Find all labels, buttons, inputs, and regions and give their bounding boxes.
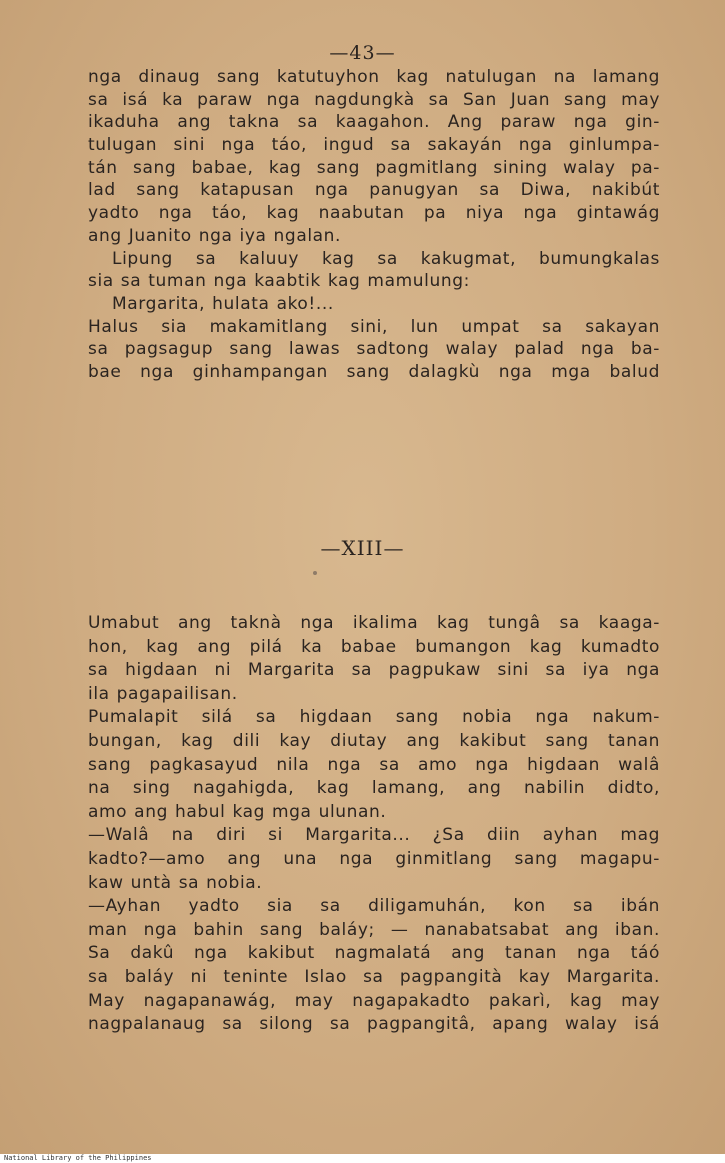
text-line: kaw untà sa nobia. (88, 872, 263, 893)
text-line: bae nga ginhampangan sang dalagkù nga mga balud (88, 361, 660, 382)
text-line: nga dinaug sang katutuyhon kag natulugan na lamang (88, 67, 660, 87)
text-line: amo ang habul kag mga ulunan. (88, 801, 387, 822)
text-block-bottom (88, 612, 660, 1037)
text-line: sa pagsagup sang lawas sadtong walay palad nga ba- (88, 339, 660, 360)
text-line: Pumalapit silá sa higdaan sang nobia nga nakum- (88, 707, 660, 728)
text-line: May nagapanawág, may nagapakadto pakarì, kag may (88, 990, 660, 1011)
text-line: hon, kag ang pilá ka babae bumangon kag kumadto (88, 636, 660, 657)
library-credit: National Library of the Philippines (4, 1154, 152, 1162)
text-line: ila pagapailisan. (88, 683, 238, 704)
text-line: ang Juanito nga iya ngalan. (88, 225, 342, 246)
text-line: sa baláy ni teninte Islao sa pagpangità kay Margarita. (88, 966, 660, 987)
text-line: lad sang katapusan nga panugyan sa Diwa, nakibút (88, 180, 660, 201)
text-line: na sing nagahigda, kag lamang, ang nabilin didto, (88, 778, 660, 799)
text-line: sa higdaan ni Margarita sa pagpukaw sini sa iya nga (88, 660, 660, 681)
text-line: Umabut ang taknà nga ikalima kag tungâ sa kaaga- (88, 613, 660, 633)
text-line: man nga bahin sang baláy; — nanabatsabat ang iban. (88, 919, 660, 940)
text-line: ikaduha ang takna sa kaagahon. Ang paraw nga gin- (88, 112, 660, 133)
text-line: nagpalanaug sa silong sa pagpangitâ, apang walay isá (88, 1014, 660, 1035)
text-line: bungan, kag dili kay diutay ang kakibut sang tanan (88, 730, 660, 751)
text-line: Lipung sa kaluuy kag sa kakugmat, bumungkalas (112, 248, 660, 269)
text-line: sang pagkasayud nila nga sa amo nga higdaan walâ (88, 754, 660, 775)
text-line: tulugan sini nga táo, ingud sa sakayán nga ginlumpa- (88, 135, 660, 156)
text-line: kadto?—amo ang una nga ginmitlang sang magapu- (88, 848, 660, 869)
text-line: Halus sia makamitlang sini, lun umpat sa sakayan (88, 316, 660, 337)
page-number: —43— (329, 42, 396, 64)
text-block-top (88, 66, 660, 384)
text-line: sa isá ka paraw nga nagdungkà sa San Juan sang may (88, 89, 660, 110)
text-line: Margarita, hulata ako!... (112, 293, 334, 314)
ornament-dot (313, 571, 317, 575)
chapter-heading: —XIII— (320, 536, 405, 560)
text-line: tán sang babae, kag sang pagmitlang sining walay pa- (88, 157, 660, 178)
text-line: —Ayhan yadto sia sa diligamuhán, kon sa ibán (88, 896, 660, 917)
text-line: —Walâ na diri si Margarita... ¿Sa diin ayhan mag (88, 825, 660, 846)
text-line: sia sa tuman nga kaabtik kag mamulung: (88, 271, 470, 292)
text-line: yadto nga táo, kag naabutan pa niya nga gintawág (88, 203, 660, 224)
text-line: Sa dakû nga kakibut nagmalatá ang tanan nga táó (88, 943, 660, 964)
